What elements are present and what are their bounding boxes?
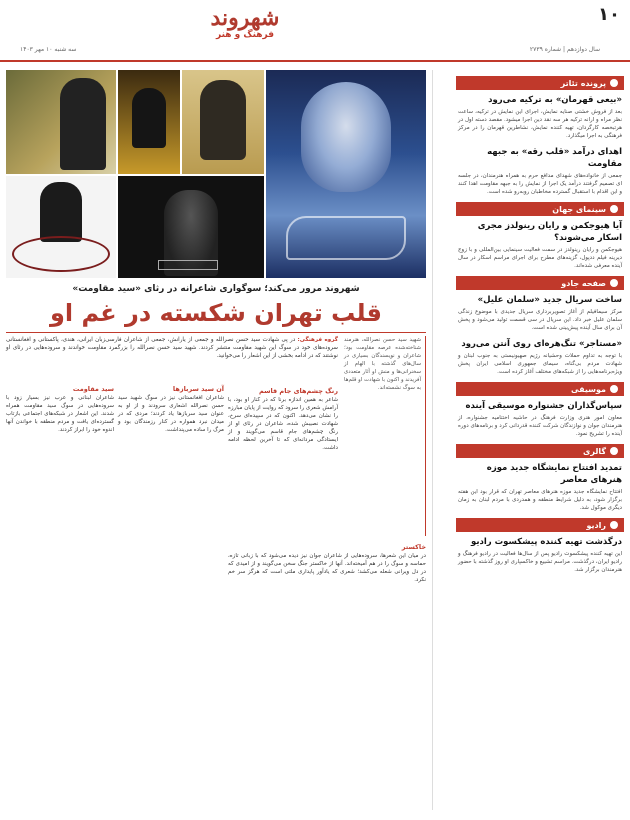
article-column [118,382,224,434]
column-text: شاعران لبنانی و عرب نیز بسیار زود با سروده‌هایی در سوگ سید مقاومت همراه شدند. این اشعار در شبکه‌های اجتماعی بازتاب گسترده‌ای یافت و مردم منطقه با خواندن آنها اندوه خود را ابراز کردند. [6,395,114,433]
bullet-icon [610,447,618,455]
poster-image[interactable] [6,176,116,278]
column-subhead: رنگ چشم‌های جام قاسم [258,387,338,395]
section-header-world-cinema [456,202,624,216]
poster-image[interactable] [182,70,264,174]
portrait-shape [60,78,106,170]
section-label: سینمای جهان [552,204,606,214]
news-title[interactable]: سپاس‌گذاران جشنواره موسیقی آینده [465,401,622,411]
column-subhead: آن سید سربازها [172,385,224,393]
poster-collage [6,70,426,278]
column-subhead: سید مقاومت [72,385,114,393]
article-column [228,540,426,584]
pull-quote: شهید سید حسن نصرالله، هنرمند شناخته‌شده عرصه مقاومت بود؛ شاعران و نویسندگان بسیاری در سال‌های گذشته با الهام از سخنرانی‌ها و منش او آثار متعددی آفریدند و اکنون با شهادت او قلم‌ها به سوگ نشسته‌اند. [344,336,426,536]
lead-text: در پی شهادت سید حسن نصرالله و جمعی از یارانش، جمعی از شاعران فارسی‌زبان ایرانی، هندی، پاکستانی و افغانستانی سروده‌های خود در سوگ این شهید مقاومت منتشر کردند. شهید سید حسن نصرالله را بزرگمرد مقاومت خواندند و سروده‌هایی در رثای او نوشتند که در ادامه بخشی از این اشعار را می‌خوانید. [6,337,338,360]
article-column [6,382,114,434]
bullet-icon [610,385,618,393]
portrait-shape [132,88,166,148]
bullet-icon [610,79,618,87]
news-body: هیوجکمن و رایان رینولدز در سمت فعالیت سینمایی بین‌المللی و با زوج دیرینه فیلم ددپول، گزینه‌های مطرح برای اجرای مراسم اسکار در سال آینده معرفی شده‌اند. [458,247,622,269]
news-body: با توجه به تداوم حملات وحشیانه رژیم صهیونیستی به جنوب لبنان و شهادت مردم بی‌گناه، سیمای جمهوری اسلامی ایران پخش ویژه‌برنامه‌هایی را از شبکه‌های مختلف آغاز کرده است. [458,353,622,375]
issue-number: سال دوازدهم | شماره ۲۷۳۹ [529,46,600,53]
column-text: شاعر به همین اندازه برنا که در کنار او بود، با آرامش شعری را سرود که روایت از پایان مبارزه را نشان می‌دهد. اکنون که در سپیده‌ای سرخ، شهادت نصیبش شده، شاعران در رثای او از رنگ چشم‌های جام قاسم می‌گویند و از ایستادگی مردانه‌ای که تا آخرین لحظه ادامه داشت. [228,397,338,451]
logo-main: شهروند [210,5,280,31]
news-title[interactable]: درگذشت تهیه کننده پیشکسوت رادیو [470,537,622,547]
news-sidebar [456,76,624,814]
news-body: این تهیه کننده پیشکسوت رادیو پس از سال‌ها فعالیت در رادیو فرهنگ و رادیو ایران، درگذشت. مراسم تشییع و خاکسپاری او روز گذشته با حضور هنرمندان برگزار شد. [458,551,622,573]
newspaper-logo[interactable] [190,6,300,40]
portrait-shape [301,82,391,192]
section-label: صفحه جادو [561,278,606,288]
issue-meta [20,46,600,53]
portrait-shape [40,182,82,242]
column-subhead: خاکستر [401,543,426,551]
calligraphy-shape [12,236,110,272]
section-header-theater [456,76,624,90]
calligraphy-shape [286,216,406,260]
section-label: گالری [583,446,606,456]
article-headline[interactable]: قلب تهران شکسته در غم او [49,299,382,327]
column-text: شاعران افغانستانی نیز در سوگ شهید سید حسن نصرالله اشعاری سرودند و از او به عنوان سید سربازها یاد کردند؛ مردی که در میدان نبرد همواره در کنار رزمندگان بود و مرگ را ساده می‌پنداشت. [118,395,224,433]
section-header-gallery [456,444,624,458]
logo-section: فرهنگ و هنر [216,30,274,40]
page-number: ۱۰ [598,4,620,25]
poster-image[interactable] [118,176,264,278]
section-label: موسیقی [571,384,606,394]
news-title[interactable]: آیا هیوجکمن و رایان رینولدز مجری اسکار می‌شوند؟ [477,221,622,243]
bullet-icon [610,205,618,213]
article-lead [6,336,338,361]
masthead [0,0,630,62]
news-title[interactable]: «بیعی قهرمان» به ترکیه می‌رود [488,95,622,105]
section-header-tv [456,276,624,290]
column-text: در میان این شعرها، سروده‌هایی از شاعران جوان نیز دیده می‌شود که با زبانی تازه، حماسه و سوگ را در هم آمیخته‌اند. آنها از خاکستر جنگ سخن می‌گویند و از امیدی که در دل ویرانی شعله می‌کشد؛ شعری که یادآور پایداری ملتی است که هرگز سر خم نکرد. [228,553,426,583]
section-header-radio [456,518,624,532]
section-label: پرونده تئاتر [560,78,606,88]
news-body: معاون امور هنری وزارت فرهنگ در حاشیه اختتامیه جشنواره، از هنرمندان جوان و نوازندگان شرکت کننده قدردانی کرد و برنامه‌های دوره آینده را تشریح نمود. [458,415,622,437]
divider [432,70,433,810]
news-body: مرکز سیمافیلم از آغاز تصویربرداری سریال جدیدی با موضوع زندگی سلمان علیل خبر داد. این سریال در سی قسمت تولید می‌شود و پخش آن برای سال آینده پیش‌بینی شده است. [458,309,622,331]
news-title[interactable]: ساخت سریال جدید «سلمان علیل» [477,295,622,305]
article-kicker: شهروند مرور می‌کند؛ سوگواری شاعرانه در رثای «سید مقاومت» [72,284,360,294]
lead-prefix: گروه فرهنگی: [297,337,338,343]
poster-image[interactable] [6,70,116,174]
news-title[interactable]: «مستاجر» تنگ‌هره‌ای روی آنتن می‌رود [461,339,622,349]
main-poster-image[interactable] [266,70,426,278]
section-header-music [456,382,624,396]
portrait-shape [200,80,246,160]
article-column [228,384,338,452]
news-title[interactable]: اهدای درآمد «قلب رقه» به جبهه مقاومت [487,147,622,169]
poster-image[interactable] [118,70,180,174]
news-body: افتتاح نمایشگاه جدید موزه هنرهای معاصر تهران که قرار بود این هفته برگزار شود، به دلیل شرایط منطقه و همدردی با مردم لبنان به زمان دیگری موکول شد. [458,489,622,511]
news-title[interactable]: تمدید افتتاح نمایشگاه جدید موزه هنرهای معاصر [486,463,622,485]
section-label: رادیو [586,520,606,530]
divider [6,332,426,333]
news-body: بعد از فروش خشتی صنایه نمایش، اجرای این نمایش در ترکیه، ساعت نظر مراه و ارانه ترکیه هر سه نقد دین اجرا میشود. مقصد دسته اول در هرتبخصه کارگردان، تهیه کننده نمایش، نشاطرین قهرمان را در مرکز فرهنگی به اجرا میگذارد. [458,109,622,139]
news-body: جمعی از خانواده‌های شهدای مدافع حرم به همراه هنرمندان، در جلسه ای تصمیم گرفتند درآمد یک اجرا از نمایش را به جبهه مقاومت اهدا کنند و این اقدام با استقبال گسترده مخاطبان روبه‌رو شده است. [458,173,622,195]
caption-frame [158,260,218,270]
bullet-icon [610,521,618,529]
bullet-icon [610,279,618,287]
issue-date: سه شنبه ۱۰ مهر ۱۴۰۳ [20,46,77,53]
